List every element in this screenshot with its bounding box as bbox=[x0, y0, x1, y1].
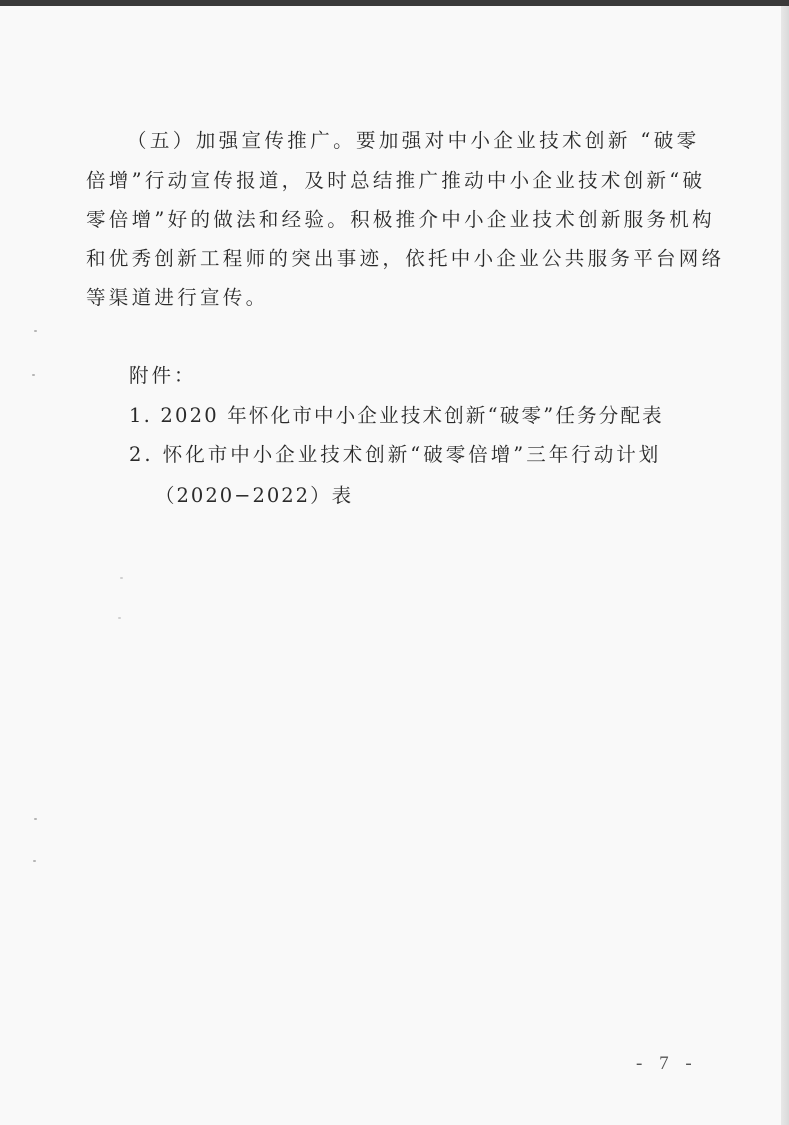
attachment-item-1: 1. 2020 年怀化市中小企业技术创新“破零”任务分配表 bbox=[129, 404, 664, 427]
scan-speck bbox=[118, 617, 121, 619]
page-number: - 7 - bbox=[636, 1053, 698, 1074]
attachment-item-2-continuation: （2020−2022）表 bbox=[155, 484, 354, 507]
attachment-item-2: 2. 怀化市中小企业技术创新“破零倍增”三年行动计划 bbox=[129, 443, 662, 466]
scan-speck bbox=[34, 818, 37, 820]
scan-speck bbox=[33, 860, 36, 862]
paragraph-line-1: （五）加强宣传推广。要加强对中小企业技术创新 “破零 bbox=[127, 129, 700, 152]
attachments-heading: 附件： bbox=[129, 364, 197, 387]
page-edge-shadow bbox=[781, 6, 789, 1125]
scan-speck bbox=[34, 330, 37, 332]
paragraph-line-5: 等渠道进行宣传。 bbox=[86, 286, 269, 309]
scan-speck bbox=[120, 577, 123, 579]
scan-speck bbox=[32, 374, 35, 376]
paragraph-line-4: 和优秀创新工程师的突出事迹，依托中小企业公共服务平台网络 bbox=[86, 247, 725, 270]
paragraph-line-3: 零倍增”好的做法和经验。积极推介中小企业技术创新服务机构 bbox=[86, 208, 715, 231]
paragraph-line-2: 倍增”行动宣传报道，及时总结推广推动中小企业技术创新“破 bbox=[86, 169, 706, 192]
